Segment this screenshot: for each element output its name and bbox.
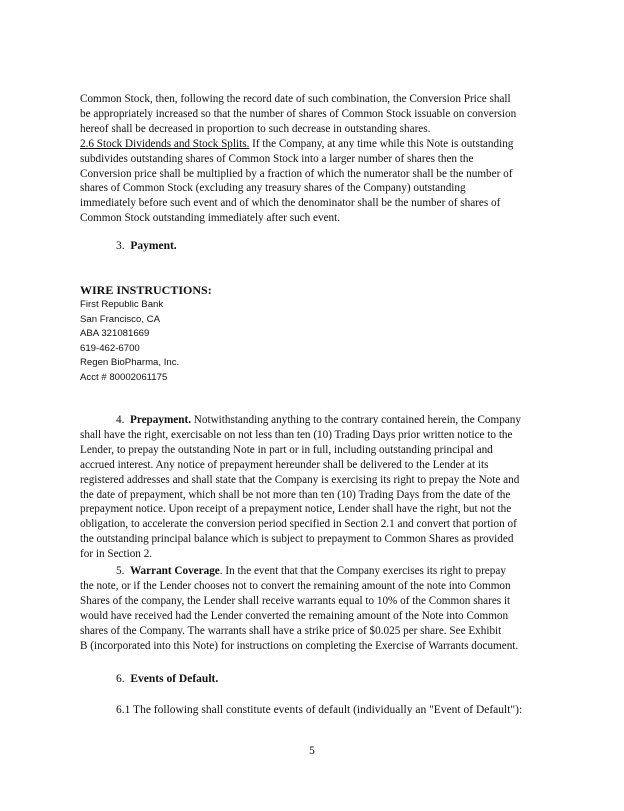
wire-line: Regen BioPharma, Inc. xyxy=(80,357,180,369)
wire-line: First Republic Bank xyxy=(80,299,164,310)
text-line: accrued interest. Any notice of prepayment hereunder shall be delivered to the Lender at its xyxy=(80,458,489,471)
section-5-warrant-coverage xyxy=(80,564,550,653)
text-line: . In the event that that the Company exercises its right to prepay xyxy=(219,565,506,577)
text-line: Shares of the company, the Lender shall receive warrants equal to 10% of the Common shares it xyxy=(80,594,511,607)
text-line: registered addresses and shall state that the Company is exercising its right to prepay the Note and xyxy=(80,473,520,486)
text-line: B (incorporated into this Note) for instructions on completing the Exercise of Warrants document. xyxy=(80,639,519,652)
text-line: obligation, to accelerate the conversion period specified in Section 2.1 and convert that portion of xyxy=(80,518,517,531)
section-title: Warrant Coverage xyxy=(129,565,220,577)
section-2-6-title: 2.6 Stock Dividends and Stock Splits. xyxy=(80,137,250,150)
text-line: prepayment notice. Upon receipt of a prepayment notice, Lender shall have the right, but not the xyxy=(80,503,512,516)
text-line: immediately before such event and of which the denominator shall be the number of shares of xyxy=(80,197,501,210)
wire-instructions-title: WIRE INSTRUCTIONS: xyxy=(80,283,212,297)
section-title: Payment. xyxy=(130,240,177,252)
section-number: 6. xyxy=(116,673,125,685)
section-number: 5. xyxy=(116,565,125,577)
text-line: Common Stock, then, following the record date of such combination, the Conversion Price shall xyxy=(80,93,511,105)
payment-heading xyxy=(116,240,177,252)
text-line: If the Company, at any time while this Note is outstanding xyxy=(249,137,514,150)
section-title: Prepayment. xyxy=(129,414,191,426)
paragraph-conversion-price xyxy=(80,92,550,137)
section-number: 4. xyxy=(116,414,125,426)
text-line: hereof shall be decreased in proportion to such decrease in outstanding shares. xyxy=(80,122,431,135)
wire-line: Acct # 80002061175 xyxy=(80,371,168,383)
text-line: Lender, to prepay the outstanding Note in part or in full, including outstanding principal and xyxy=(80,443,493,456)
text-line: the outstanding principal balance which is subject to prepayment to Common Shares as provided xyxy=(80,533,514,546)
text-line: shall have the right, exercisable on not less than ten (10) Trading Days prior written notice to the xyxy=(80,428,513,441)
text-line: subdivides outstanding shares of Common Stock into a larger number of shares then the xyxy=(80,152,474,165)
events-6-1: 6.1 The following shall constitute events of default (individually an "Event of Default"): xyxy=(116,704,523,716)
text-line: Conversion price shall be multiplied by a fraction of which the numerator shall be the number of xyxy=(80,167,513,180)
wire-instructions xyxy=(80,283,212,386)
text-line: be appropriately increased so that the number of shares of Common Stock issuable on conversion xyxy=(80,107,517,120)
text-line: shares of Common Stock (excluding any treasury shares of the Company) outstanding xyxy=(80,182,466,195)
text-line: would have received had the Lender converted the remaining amount of the Note into Common xyxy=(80,609,509,622)
wire-line: 619-462-6700 xyxy=(80,342,140,354)
text-line: Common Stock outstanding immediately after such event. xyxy=(80,212,341,225)
wire-line: ABA 321081669 xyxy=(80,328,150,340)
wire-line: San Francisco, CA xyxy=(80,313,160,325)
section-number: 3. xyxy=(116,240,125,252)
text-line: for in Section 2. xyxy=(80,548,153,561)
section-2-6 xyxy=(80,137,550,226)
section-4-prepayment xyxy=(80,413,550,562)
text-line: the date of prepayment, which shall be not more than ten (10) Trading Days from the date of the xyxy=(80,488,511,501)
text-line: Notwithstanding anything to the contrary contained herein, the Company xyxy=(191,414,521,426)
page-number: 5 xyxy=(309,745,315,757)
text-line: shares of the Company. The warrants shall have a strike price of $0.025 per share. See Exhibit xyxy=(80,624,502,637)
text-line: the note, or if the Lender chooses not to convert the remaining amount of the note into Common xyxy=(80,579,511,592)
events-heading xyxy=(116,673,218,685)
section-title: Events of Default. xyxy=(130,673,219,685)
